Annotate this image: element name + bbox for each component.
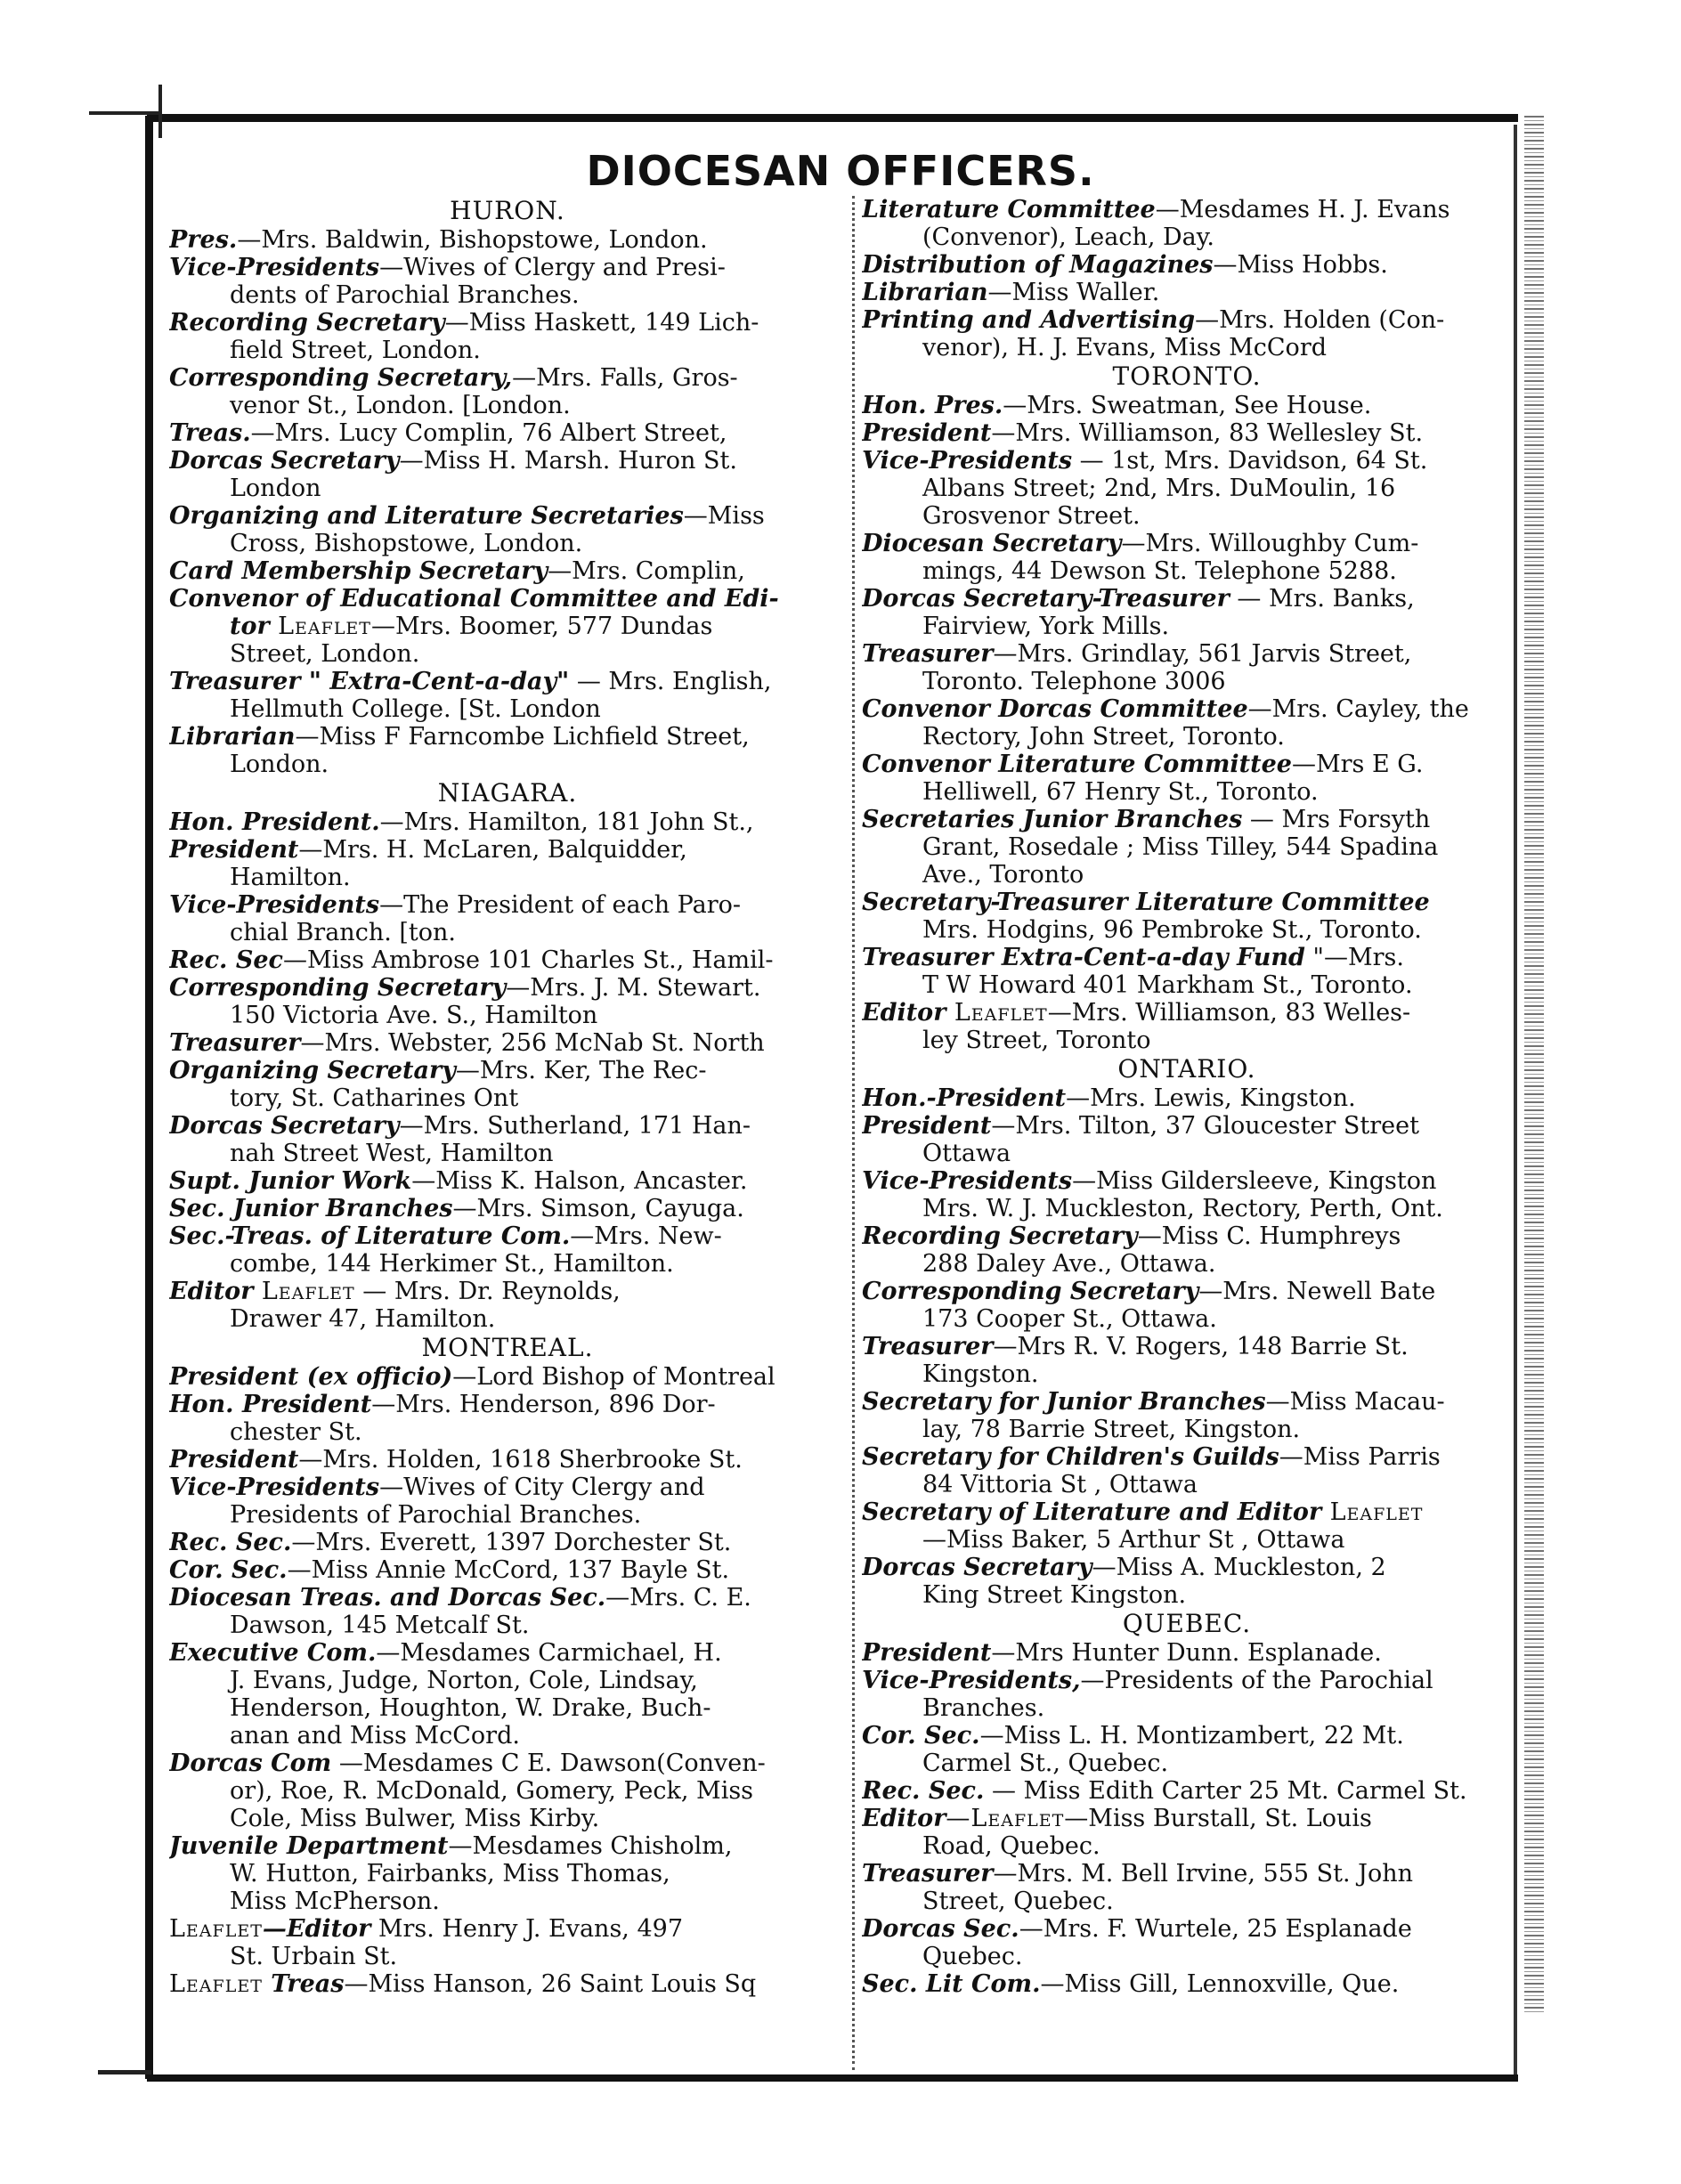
officer-details: — Mrs Forsyth: [1242, 806, 1431, 833]
officer-details: —Mrs. F. Wurtele, 25 Esplanade: [1019, 1915, 1412, 1943]
office-title: Executive Com.: [169, 1639, 377, 1667]
officer-details: —Mrs. Grindlay, 561 Jarvis Street,: [993, 640, 1412, 668]
officer-entry: [862, 1639, 1512, 1667]
office-title: Sec. Junior Branches: [169, 1195, 453, 1222]
officer-entry: [169, 1639, 846, 1667]
office-title: Corresponding Secretary: [169, 974, 507, 1002]
entry-continuation: King Street Kingston.: [922, 1581, 1187, 1609]
office-title: Hon. President.: [169, 808, 380, 836]
office-title: Hon.-President: [862, 1084, 1067, 1112]
office-title: Treasurer " Extra-Cent-a-day": [169, 668, 570, 695]
officer-details: —Miss C. Humphreys: [1137, 1222, 1401, 1250]
right-rule: [1514, 125, 1517, 2074]
entry-continuation: ley Street, Toronto: [922, 1027, 1151, 1054]
office-title: Corresponding Secretary,: [169, 364, 513, 392]
office-title: Literature Committee: [862, 196, 1156, 223]
officer-entry: [169, 891, 846, 919]
entry-continuation: Hellmuth College. [St. London: [230, 695, 601, 723]
officer-details: —Mrs. Ker, The Rec-: [455, 1057, 707, 1084]
officer-details: —Mrs R. V. Rogers, 148 Barrie St.: [993, 1333, 1409, 1360]
officer-details: —Mrs. H. McLaren, Balquidder,: [298, 836, 687, 864]
office-title: Treasurer: [862, 640, 994, 668]
officer-entry: [862, 1554, 1512, 1581]
entry-continuation: Quebec.: [922, 1943, 1023, 1970]
entry-continuation: Ottawa: [922, 1140, 1011, 1167]
officer-entry: [169, 1970, 846, 1998]
top-rule: [147, 114, 1518, 122]
officer-entry: [862, 1860, 1512, 1888]
entry-continuation: Helliwell, 67 Henry St., Toronto.: [922, 778, 1319, 806]
entry-continuation: Grant, Rosedale ; Miss Tilley, 544 Spadina: [922, 833, 1439, 861]
office-title: Sec.-Treas. of Literature Com.: [169, 1222, 571, 1250]
entry-continuation: Cross, Bishopstowe, London.: [230, 530, 583, 557]
office-title: President: [169, 836, 299, 864]
entry-continuation: Branches.: [922, 1694, 1045, 1722]
leaflet-label: —Leaflet: [946, 1805, 1065, 1832]
office-title: Treasurer: [169, 1029, 301, 1057]
officer-details: —Mrs. Baldwin, Bishopstowe, London.: [237, 226, 708, 254]
office-title: Diocesan Treas. and Dorcas Sec.: [169, 1584, 606, 1612]
office-title: Vice-Presidents: [169, 891, 380, 919]
officer-details: —Miss Waller.: [987, 279, 1160, 306]
officer-entry: [169, 974, 846, 1002]
leaflet-label: Leaflet: [954, 999, 1048, 1027]
officer-details: — 1st, Mrs. Davidson, 64 St.: [1072, 447, 1428, 475]
officer-details: —Mrs. Sweatman, See House.: [1003, 392, 1372, 419]
entry-continuation: Road, Quebec.: [922, 1832, 1100, 1860]
officer-entry: [169, 1391, 846, 1418]
entry-continuation: chial Branch. [ton.: [230, 919, 456, 946]
entry-continuation: mings, 44 Dewson St. Telephone 5288.: [922, 557, 1397, 585]
officer-entry: [169, 502, 846, 530]
officer-entry: [862, 640, 1512, 668]
section-heading: MONTREAL.: [421, 1333, 594, 1362]
officer-details: —Mesdames H. J. Evans: [1155, 196, 1450, 223]
officer-details: — Mrs. English,: [569, 668, 772, 695]
office-title: Supt. Junior Work: [169, 1167, 412, 1195]
office-title: Vice-Presidents,: [862, 1667, 1081, 1694]
officer-entry: [862, 392, 1512, 419]
entry-continuation: London.: [230, 751, 329, 778]
officer-entry: [862, 1777, 1512, 1805]
office-title: Dorcas Sec.: [862, 1915, 1019, 1943]
entry-continuation: —Miss Baker, 5 Arthur St , Ottawa: [922, 1526, 1345, 1554]
entry-continuation: Fairview, York Mills.: [922, 613, 1170, 640]
officer-details: —Mrs. Falls, Gros-: [512, 364, 738, 392]
officer-entry: [862, 530, 1512, 557]
left-rule-tick: [158, 85, 162, 138]
officer-entry: [862, 806, 1512, 833]
office-title: tor: [230, 613, 279, 640]
office-title: Corresponding Secretary: [862, 1278, 1199, 1305]
officer-entry: [169, 419, 846, 447]
entry-continuation: Presidents of Parochial Branches.: [230, 1501, 642, 1529]
officer-entry: [862, 196, 1512, 223]
entry-continuation: Drawer 47, Hamilton.: [230, 1305, 496, 1333]
binding-strip: [1524, 116, 1544, 2012]
officer-details: —Mrs. C. E.: [605, 1584, 751, 1612]
entry-continuation: London: [230, 475, 321, 502]
officer-entry: [169, 309, 846, 337]
office-title: Convenor of Educational Committee and Edi-: [169, 585, 779, 613]
office-title: Sec. Lit Com.: [862, 1970, 1041, 1998]
officer-details: —Mrs Hunter Dunn. Esplanade.: [991, 1639, 1382, 1667]
office-title: Treas: [262, 1970, 345, 1998]
section-heading: ONTARIO.: [1117, 1054, 1256, 1084]
officer-details: —Mrs. M. Bell Irvine, 555 St. John: [993, 1860, 1414, 1888]
office-title: President: [862, 1112, 992, 1140]
office-title: Convenor Dorcas Committee: [862, 695, 1248, 723]
top-rule-tick: [89, 111, 160, 115]
left-column: [169, 196, 846, 1998]
entry-continuation: Dawson, 145 Metcalf St.: [230, 1612, 530, 1639]
entry-continuation: St. Urbain St.: [230, 1943, 398, 1970]
officer-entry: [862, 1333, 1512, 1360]
officer-entry: [169, 836, 846, 864]
officer-details: —Mrs. J. M. Stewart.: [506, 974, 761, 1002]
officer-entry: [862, 999, 1512, 1027]
office-title: Juvenile Department: [169, 1832, 449, 1860]
office-title: Librarian: [862, 279, 988, 306]
entry-continuation: Mrs. W. J. Muckleston, Rectory, Perth, Ont.: [922, 1195, 1443, 1222]
office-title: Rec. Sec.: [169, 1529, 292, 1556]
entry-continuation: Mrs. Hodgins, 96 Pembroke St., Toronto.: [922, 916, 1422, 944]
entry-continuation: Street, Quebec.: [922, 1888, 1114, 1915]
officer-entry: [862, 306, 1512, 334]
officer-details: —Mrs. Tilton, 37 Gloucester Street: [991, 1112, 1419, 1140]
officer-entry: [862, 1167, 1512, 1195]
entry-continuation: chester St.: [230, 1418, 362, 1446]
officer-entry: [862, 1498, 1512, 1526]
entry-continuation: Henderson, Houghton, W. Drake, Buch-: [230, 1694, 711, 1722]
officer-entry: [169, 1278, 846, 1305]
office-title: Recording Secretary: [169, 309, 445, 337]
officer-entry: [169, 1057, 846, 1084]
office-title: Dorcas Secretary: [169, 447, 400, 475]
officer-entry: [862, 1443, 1512, 1471]
bottom-rule-tick: [98, 2070, 151, 2074]
officer-entry: [862, 1112, 1512, 1140]
entry-continuation: venor), H. J. Evans, Miss McCord: [922, 334, 1328, 361]
officer-details: —Miss Hanson, 26 Saint Louis Sq: [344, 1970, 757, 1998]
officer-entry: [862, 251, 1512, 279]
officer-details: —Miss K. Halson, Ancaster.: [411, 1167, 748, 1195]
officer-details: —Mrs. Lucy Complin, 76 Albert Street,: [250, 419, 727, 447]
leaflet-label: Leaflet: [169, 1915, 263, 1943]
officer-details: —Mrs. Hamilton, 181 John St.,: [379, 808, 754, 836]
officer-details: —Miss Burstall, St. Louis: [1064, 1805, 1372, 1832]
office-title: Dorcas Secretary: [862, 1554, 1092, 1581]
officer-entry: [169, 1584, 846, 1612]
office-title: President: [862, 419, 992, 447]
officer-entry: [862, 279, 1512, 306]
officer-details: —Miss F Farncombe Lichfield Street,: [295, 723, 750, 751]
officer-details: —Mesdames C E. Dawson(Conven-: [331, 1750, 766, 1777]
officer-details: —Mrs. New-: [570, 1222, 722, 1250]
entry-continuation: lay, 78 Barrie Street, Kingston.: [922, 1416, 1301, 1443]
office-title: Recording Secretary: [862, 1222, 1138, 1250]
officer-details: — Mrs. Banks,: [1229, 585, 1415, 613]
office-title: Editor: [862, 999, 954, 1027]
officer-details: Mrs. Henry J. Evans, 497: [370, 1915, 684, 1943]
officer-entry: [169, 1529, 846, 1556]
entry-continuation: or), Roe, R. McDonald, Gomery, Peck, Miss: [230, 1777, 754, 1805]
office-title: Rec. Sec: [169, 946, 283, 974]
officer-entry: [862, 419, 1512, 447]
office-title: President (ex officio): [169, 1363, 453, 1391]
officer-entry: [862, 1222, 1512, 1250]
officer-entry: [169, 447, 846, 475]
officer-details: —Mrs E G.: [1291, 751, 1424, 778]
office-title: Printing and Advertising: [862, 306, 1196, 334]
entry-continuation: Toronto. Telephone 3006: [922, 668, 1226, 695]
officer-entry: [169, 557, 846, 585]
entry-continuation: Cole, Miss Bulwer, Miss Kirby.: [230, 1805, 600, 1832]
office-title: Treasurer: [862, 1860, 994, 1888]
officer-details: —Mrs. Williamson, 83 Wellesley St.: [991, 419, 1424, 447]
page-title: DIOCESAN OFFICERS.: [586, 147, 1095, 195]
entry-continuation: Ave., Toronto: [922, 861, 1084, 889]
right-column: [862, 196, 1512, 1998]
officer-entry: [169, 1222, 846, 1250]
entry-continuation: nah Street West, Hamilton: [230, 1140, 554, 1167]
officer-details: —Miss Annie McCord, 137 Bayle St.: [287, 1556, 730, 1584]
entry-continuation: (Convenor), Leach, Day.: [922, 223, 1214, 251]
officer-details: —Wives of City Clergy and: [379, 1474, 705, 1501]
officer-entry: [169, 723, 846, 751]
officer-entry: [169, 1446, 846, 1474]
office-title: Cor. Sec.: [862, 1722, 980, 1750]
office-title: Secretaries Junior Branches: [862, 806, 1243, 833]
officer-details: —Mrs. Williamson, 83 Welles-: [1047, 999, 1411, 1027]
officer-entry: [169, 1915, 846, 1943]
left-rule: [145, 116, 153, 2079]
entry-continuation: Rectory, John Street, Toronto.: [922, 723, 1285, 751]
officer-entry: [169, 1112, 846, 1140]
officer-entry: [169, 668, 846, 695]
office-title: Vice-Presidents: [169, 1474, 380, 1501]
entry-continuation: Grosvenor Street.: [922, 502, 1141, 530]
officer-entry: [862, 751, 1512, 778]
office-title: Organizing Secretary: [169, 1057, 456, 1084]
office-title: Dorcas Secretary: [169, 1112, 400, 1140]
officer-details: —Miss H. Marsh. Huron St.: [399, 447, 737, 475]
officer-entry: [862, 1084, 1512, 1112]
officer-entry: [169, 1750, 846, 1777]
office-title: Pres.: [169, 226, 238, 254]
office-title: Hon. Pres.: [862, 392, 1003, 419]
office-title: Editor: [169, 1278, 262, 1305]
officer-entry: [862, 447, 1512, 475]
office-title: Librarian: [169, 723, 296, 751]
officer-details: "—Mrs.: [1304, 944, 1404, 971]
officer-entry: [169, 1556, 846, 1584]
office-title: Dorcas Secretary-Treasurer: [862, 585, 1230, 613]
entry-continuation: combe, 144 Herkimer St., Hamilton.: [230, 1250, 674, 1278]
officer-details: —Lord Bishop of Montreal: [452, 1363, 776, 1391]
officer-entry: [862, 889, 1512, 916]
office-title: Diocesan Secretary: [862, 530, 1122, 557]
office-title: Secretary for Junior Branches: [862, 1388, 1266, 1416]
officer-entry: [169, 1195, 846, 1222]
entry-continuation: Street, London.: [230, 640, 420, 668]
entry-continuation: dents of Parochial Branches.: [230, 281, 580, 309]
office-title: Cor. Sec.: [169, 1556, 288, 1584]
office-title: Treasurer Extra-Cent-a-day Fund: [862, 944, 1305, 971]
officer-details: —Mrs. Simson, Cayuga.: [452, 1195, 744, 1222]
entry-continuation: Miss McPherson.: [230, 1888, 440, 1915]
officer-entry: [169, 1363, 846, 1391]
officer-details: —Miss Macau-: [1265, 1388, 1445, 1416]
officer-entry: [862, 1915, 1512, 1943]
office-title: Vice-Presidents: [862, 447, 1073, 475]
leaflet-label: Leaflet: [169, 1970, 263, 1998]
officer-details: —Presidents of the Parochial: [1080, 1667, 1433, 1694]
officer-details: —Miss Ambrose 101 Charles St., Hamil-: [282, 946, 774, 974]
entry-continuation: T W Howard 401 Markham St., Toronto.: [922, 971, 1413, 999]
office-title: Secretary of Literature and Editor: [862, 1498, 1330, 1526]
officer-entry: [862, 1388, 1512, 1416]
officer-details: —Mrs. Newell Bate: [1198, 1278, 1436, 1305]
officer-details: —Miss: [683, 502, 765, 530]
officer-details: —Miss Hobbs.: [1213, 251, 1388, 279]
bottom-rule: [147, 2074, 1518, 2082]
entry-continuation: 173 Cooper St., Ottawa.: [922, 1305, 1217, 1333]
officer-entry: [862, 1667, 1512, 1694]
entry-continuation: J. Evans, Judge, Norton, Cole, Lindsay,: [230, 1667, 698, 1694]
officer-entry: [169, 226, 846, 254]
office-title: Convenor Literature Committee: [862, 751, 1292, 778]
section-heading: NIAGARA.: [437, 778, 578, 808]
office-title: Treas.: [169, 419, 251, 447]
officer-entry: [169, 1474, 846, 1501]
entry-continuation: [169, 613, 846, 640]
officer-details: — Miss Edith Carter 25 Mt. Carmel St.: [984, 1777, 1467, 1805]
officer-entry: [169, 1029, 846, 1057]
column-divider: [852, 196, 855, 2070]
entry-continuation: venor St., London. [London.: [230, 392, 571, 419]
office-title: President: [862, 1639, 992, 1667]
officer-details: —Mesdames Carmichael, H.: [376, 1639, 722, 1667]
office-title: Card Membership Secretary: [169, 557, 548, 585]
officer-details: —The President of each Paro-: [379, 891, 742, 919]
office-title: Vice-Presidents: [862, 1167, 1073, 1195]
officer-entry: [862, 695, 1512, 723]
officer-details: —Miss Gildersleeve, Kingston: [1072, 1167, 1437, 1195]
office-title: Secretary-Treasurer Literature Committee: [862, 889, 1430, 916]
leaflet-label: Leaflet: [278, 613, 371, 640]
office-title: Distribution of Magazines: [862, 251, 1214, 279]
officer-details: —Mrs. Boomer, 577 Dundas: [370, 613, 713, 640]
officer-details: —Mrs. Holden (Con-: [1195, 306, 1445, 334]
entry-continuation: field Street, London.: [230, 337, 481, 364]
officer-details: —Mrs. Sutherland, 171 Han-: [399, 1112, 751, 1140]
officer-details: —Miss Haskett, 149 Lich-: [444, 309, 759, 337]
office-title: Rec. Sec.: [862, 1777, 985, 1805]
officer-entry: [862, 1805, 1512, 1832]
officer-details: —Mrs. Lewis, Kingston.: [1066, 1084, 1356, 1112]
officer-entry: [169, 364, 846, 392]
officer-entry: [862, 944, 1512, 971]
entry-continuation: W. Hutton, Fairbanks, Miss Thomas,: [230, 1860, 670, 1888]
officer-entry: [862, 1278, 1512, 1305]
officer-details: — Mrs. Dr. Reynolds,: [354, 1278, 621, 1305]
officer-details: —Mesdames Chisholm,: [448, 1832, 733, 1860]
section-heading: QUEBEC.: [1122, 1609, 1252, 1638]
entry-continuation: Hamilton.: [230, 864, 351, 891]
officer-details: —Miss A. Muckleston, 2: [1092, 1554, 1386, 1581]
section-heading: HURON.: [450, 196, 565, 225]
entry-continuation: 288 Daley Ave., Ottawa.: [922, 1250, 1216, 1278]
officer-details: —Miss Parris: [1279, 1443, 1441, 1471]
leaflet-label: Leaflet: [261, 1278, 355, 1305]
officer-details: —Mrs. Webster, 256 McNab St. North: [300, 1029, 765, 1057]
officer-details: —Miss L. H. Montizambert, 22 Mt.: [979, 1722, 1404, 1750]
officer-entry: [169, 1167, 846, 1195]
officer-details: —Mrs. Henderson, 896 Dor-: [371, 1391, 716, 1418]
officer-details: —Wives of Clergy and Presi-: [379, 254, 726, 281]
officer-details: —Mrs. Cayley, the: [1247, 695, 1469, 723]
officer-details: —Miss Gill, Lennoxville, Que.: [1040, 1970, 1400, 1998]
entry-continuation: Carmel St., Quebec.: [922, 1750, 1169, 1777]
office-title: Vice-Presidents: [169, 254, 380, 281]
office-title: Hon. President: [169, 1391, 372, 1418]
officer-entry: [169, 585, 846, 613]
officer-entry: [169, 254, 846, 281]
officer-details: —Mrs. Holden, 1618 Sherbrooke St.: [298, 1446, 743, 1474]
officer-entry: [169, 946, 846, 974]
officer-details: —Mrs. Everett, 1397 Dorchester St.: [291, 1529, 732, 1556]
officer-details: —Mrs. Willoughby Cum-: [1121, 530, 1419, 557]
officer-entry: [862, 1970, 1512, 1998]
officer-entry: [862, 585, 1512, 613]
office-title: —Editor: [262, 1915, 371, 1943]
section-heading: TORONTO.: [1112, 361, 1262, 391]
entry-continuation: Albans Street; 2nd, Mrs. DuMoulin, 16: [922, 475, 1396, 502]
office-title: Editor: [862, 1805, 946, 1832]
officer-entry: [862, 1722, 1512, 1750]
office-title: Organizing and Literature Secretaries: [169, 502, 684, 530]
entry-continuation: tory, St. Catharines Ont: [230, 1084, 519, 1112]
leaflet-label: Leaflet: [1329, 1498, 1424, 1526]
officer-entry: [169, 1832, 846, 1860]
entry-continuation: 84 Vittoria St , Ottawa: [922, 1471, 1198, 1498]
office-title: Treasurer: [862, 1333, 994, 1360]
entry-continuation: 150 Victoria Ave. S., Hamilton: [230, 1002, 598, 1029]
officer-details: —Mrs. Complin,: [548, 557, 745, 585]
office-title: President: [169, 1446, 299, 1474]
officer-entry: [169, 808, 846, 836]
office-title: Dorcas Com: [169, 1750, 332, 1777]
entry-continuation: anan and Miss McCord.: [230, 1722, 520, 1750]
entry-continuation: Kingston.: [922, 1360, 1039, 1388]
office-title: Secretary for Children's Guilds: [862, 1443, 1279, 1471]
